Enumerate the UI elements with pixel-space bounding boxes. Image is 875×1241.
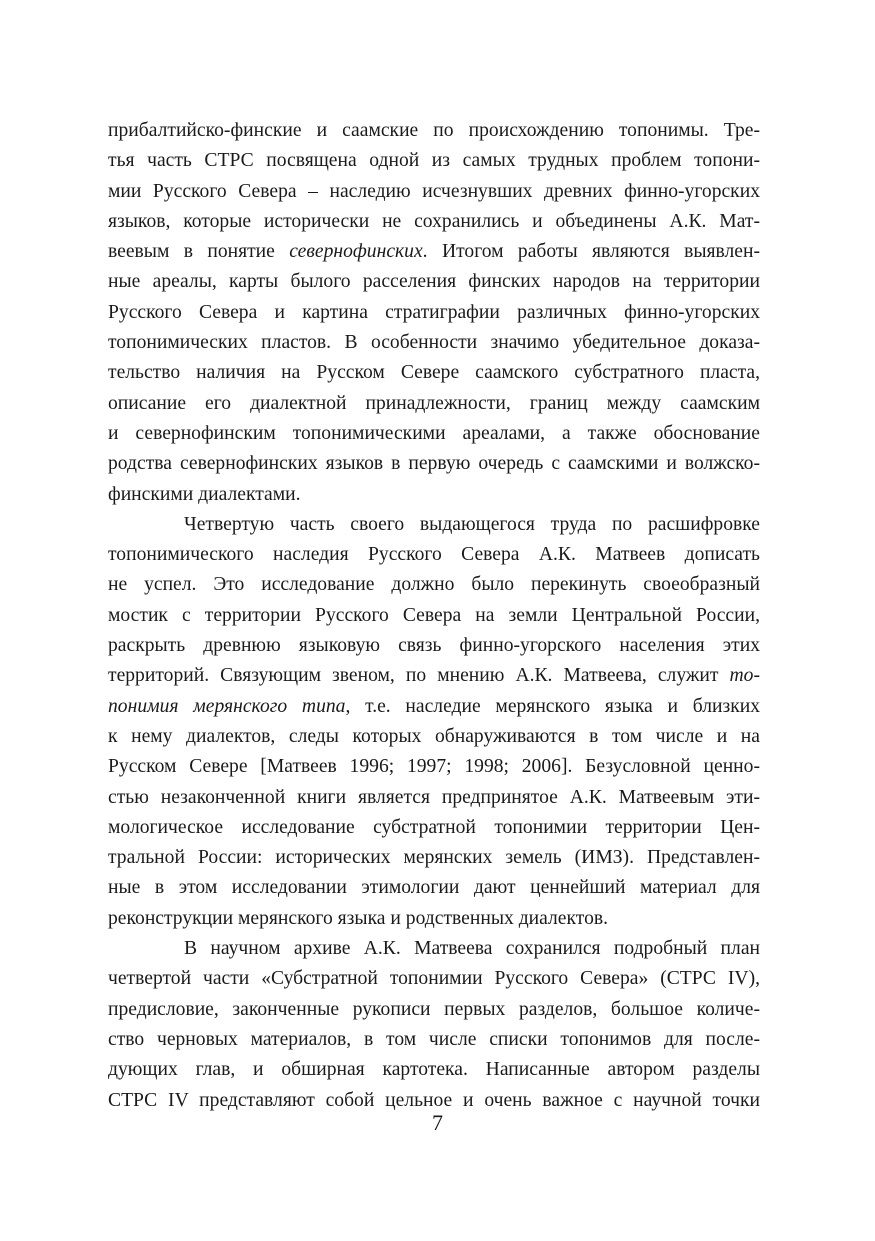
text-line: прибалтийско-финские и саамские по происхождению топонимы. Тре- bbox=[108, 120, 760, 141]
italic-term: севернофинских bbox=[289, 241, 423, 263]
text-line: стью незаконченной книги является предпринятое А.К. Матвеевым эти- bbox=[108, 786, 760, 808]
text-line: ные ареалы, карты былого расселения финских народов на территории bbox=[108, 271, 760, 293]
page-number: 7 bbox=[432, 1110, 443, 1135]
text-line: и севернофинским топонимическими ареалами, а также обоснование bbox=[108, 422, 760, 444]
text-segment: территорий. Связующим звеном, по мнению А.К. Матвеева, служит bbox=[108, 665, 730, 687]
paragraph-1 bbox=[108, 116, 760, 510]
text-line: тральной России: исторических мерянских земель (ИМЗ). Представлен- bbox=[108, 847, 760, 869]
text-line: четвертой части «Субстратной топонимии Русского Севера» (СТРС IV), bbox=[108, 968, 760, 990]
italic-term: понимия мерянского типа bbox=[108, 695, 346, 717]
text-segment: , т.е. наследие мерянского языка и близких bbox=[345, 695, 760, 717]
body-text bbox=[108, 116, 760, 1116]
text-line bbox=[108, 661, 760, 691]
text-line bbox=[108, 692, 760, 722]
text-line: ство черновых материалов, в том числе списки топонимов для после- bbox=[108, 1028, 760, 1050]
text-line: финскими диалектами. bbox=[108, 483, 301, 505]
text-line: не успел. Это исследование должно было перекинуть своеобразный bbox=[108, 574, 760, 596]
text-line: дующих глав, и обширная картотека. Написанные автором разделы bbox=[108, 1059, 760, 1081]
text-line: к нему диалектов, следы которых обнаруживаются в том числе и на bbox=[108, 725, 760, 747]
text-line: топонимических пластов. В особенности значимо убедительное доказа- bbox=[108, 332, 760, 354]
text-line: тельство наличия на Русском Севере саамского субстратного пласта, bbox=[108, 362, 760, 384]
text-segment: . Итогом работы являются выявлен- bbox=[422, 241, 760, 263]
text-line: Четвертую часть своего выдающегося труда по расшифровке bbox=[184, 513, 760, 535]
paragraph-2 bbox=[108, 510, 760, 934]
text-line: мологическое исследование субстратной топонимии территории Цен- bbox=[108, 816, 760, 838]
text-line: Русском Севере [Матвеев 1996; 1997; 1998; 2006]. Безусловной ценно- bbox=[108, 756, 760, 778]
text-line bbox=[108, 237, 760, 267]
text-line: СТРС IV представляют собой цельное и очень важное с научной точки bbox=[108, 1089, 760, 1111]
text-line: реконструкции мерянского языка и родственных диалектов. bbox=[108, 907, 609, 929]
text-line: Русского Севера и картина стратиграфии различных финно-угорских bbox=[108, 301, 760, 323]
text-line: мостик с территории Русского Севера на земли Центральной России, bbox=[108, 604, 760, 626]
text-line: тья часть СТРС посвящена одной из самых трудных проблем топони- bbox=[108, 150, 760, 172]
paragraph-3 bbox=[108, 934, 760, 1116]
text-line: предисловие, законченные рукописи первых разделов, большое количе- bbox=[108, 998, 760, 1020]
text-line: топонимического наследия Русского Севера А.К. Матвеев дописать bbox=[108, 544, 760, 566]
text-line: описание его диалектной принадлежности, границ между саамским bbox=[108, 392, 760, 414]
text-line: ные в этом исследовании этимологии дают ценнейший материал для bbox=[108, 877, 760, 899]
text-segment: веевым в понятие bbox=[108, 241, 290, 263]
italic-term: то- bbox=[729, 665, 760, 687]
text-line: родства севернофинских языков в первую очередь с саамскими и волжско- bbox=[108, 453, 760, 475]
text-line: мии Русского Севера – наследию исчезнувших древних финно-угорских bbox=[108, 180, 760, 202]
text-line: В научном архиве А.К. Матвеева сохранился подробный план bbox=[184, 938, 760, 960]
text-line: языков, которые исторически не сохранились и объединены А.К. Мат- bbox=[108, 210, 760, 232]
text-line: раскрыть древнюю языковую связь финно-угорского населения этих bbox=[108, 635, 760, 657]
